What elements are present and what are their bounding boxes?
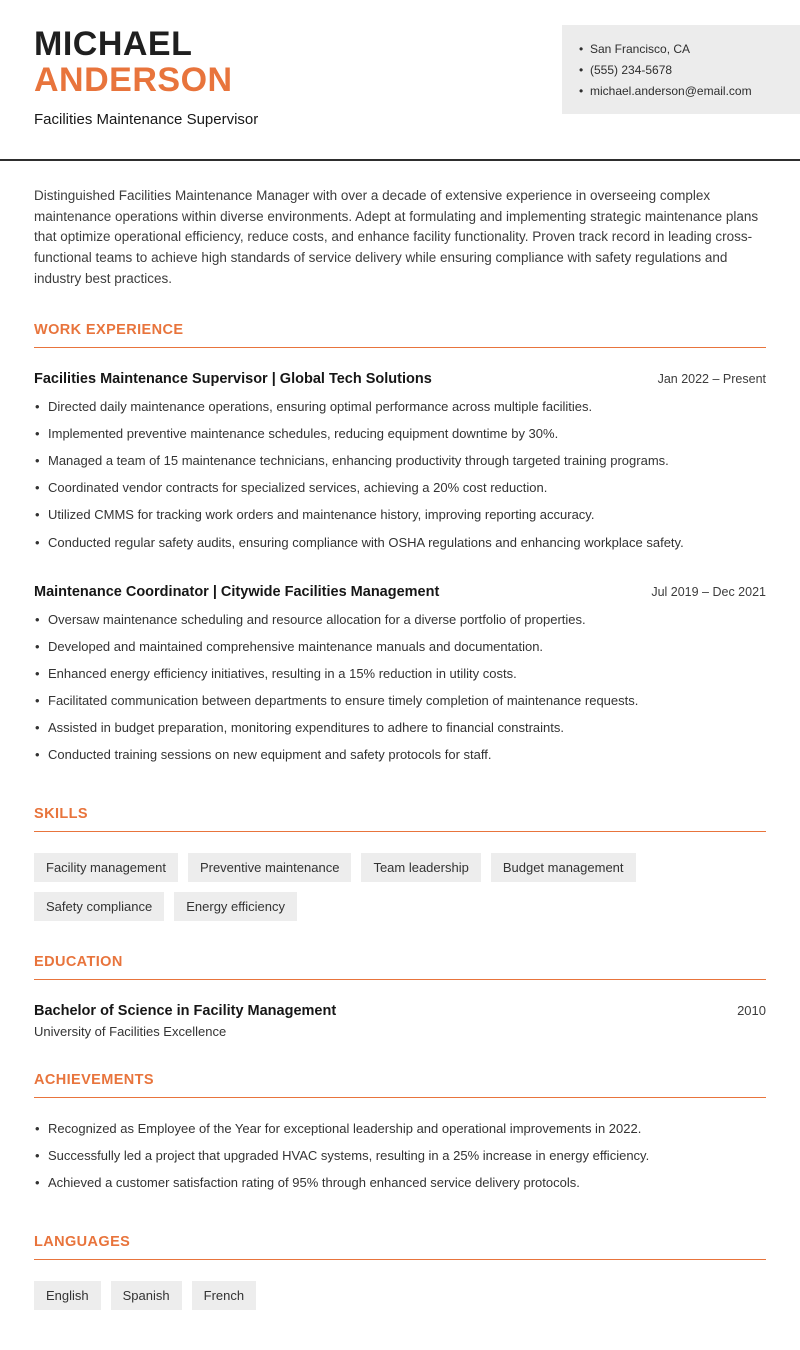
education-year: 2010	[737, 1002, 766, 1018]
skill-tag: Budget management	[491, 853, 636, 882]
job-bullet: • Implemented preventive maintenance schedules, reducing equipment downtime by 30%.	[34, 425, 766, 452]
skill-tag: Team leadership	[361, 853, 480, 882]
education-entry-header	[34, 1003, 766, 1019]
skill-tag: Preventive maintenance	[188, 853, 351, 882]
job-title: Maintenance Coordinator | Citywide Facilities Management	[34, 583, 440, 600]
resume-body	[0, 186, 800, 1310]
skills-tag-list	[34, 853, 766, 921]
contact-list	[578, 38, 784, 101]
contact-email: • michael.anderson@email.com	[578, 80, 784, 101]
languages-heading: LANGUAGES	[34, 1234, 766, 1260]
achievements-heading: ACHIEVEMENTS	[34, 1072, 766, 1098]
job-bullet-list	[34, 611, 766, 773]
job-bullet: • Utilized CMMS for tracking work orders and maintenance history, improving reporting accuracy.	[34, 506, 766, 533]
skill-tag: Facility management	[34, 853, 178, 882]
job-bullet: • Directed daily maintenance operations, ensuring optimal performance across multiple facilities.	[34, 398, 766, 425]
achievements-list	[34, 1120, 766, 1201]
resume-header	[0, 0, 800, 128]
job-bullet: • Assisted in budget preparation, monitoring expenditures to adhere to financial constraints.	[34, 719, 766, 746]
achievement-bullet: • Achieved a customer satisfaction rating of 95% through enhanced service delivery protocols.	[34, 1174, 766, 1201]
job-bullet: • Enhanced energy efficiency initiatives, resulting in a 15% reduction in utility costs.	[34, 665, 766, 692]
job-dates: Jan 2022 – Present	[657, 372, 766, 387]
section-education	[34, 954, 766, 1039]
achievement-bullet: • Recognized as Employee of the Year for exceptional leadership and operational improvements in 2022.	[34, 1120, 766, 1147]
education-degree: Bachelor of Science in Facility Management	[34, 1002, 337, 1019]
language-tag: English	[34, 1281, 101, 1310]
header-job-title: Facilities Maintenance Supervisor	[34, 111, 259, 129]
job-dates: Jul 2019 – Dec 2021	[651, 584, 766, 599]
language-tag: French	[192, 1281, 256, 1310]
language-tag: Spanish	[111, 1281, 182, 1310]
job-bullet-list	[34, 398, 766, 560]
job-entry	[34, 371, 766, 560]
job-bullet: • Developed and maintained comprehensive maintenance manuals and documentation.	[34, 638, 766, 665]
last-name: ANDERSON	[34, 61, 233, 100]
first-name: MICHAEL	[34, 25, 193, 63]
job-bullet: • Managed a team of 15 maintenance technicians, enhancing productivity through targeted training programs.	[34, 452, 766, 479]
education-school: University of Facilities Excellence	[34, 1023, 227, 1039]
job-title: Facilities Maintenance Supervisor | Global Tech Solutions	[34, 371, 432, 388]
skill-tag: Energy efficiency	[174, 892, 297, 921]
job-bullet: • Conducted regular safety audits, ensuring compliance with OSHA regulations and enhancing workplace safety.	[34, 534, 766, 561]
header-divider	[0, 159, 800, 161]
job-bullet: • Oversaw maintenance scheduling and resource allocation for a diverse portfolio of properties.	[34, 611, 766, 638]
contact-card	[562, 25, 800, 114]
skills-heading: SKILLS	[34, 806, 766, 832]
contact-location: • San Francisco, CA	[578, 38, 784, 59]
section-achievements	[34, 1072, 766, 1201]
section-languages	[34, 1234, 766, 1310]
achievement-bullet: • Successfully led a project that upgraded HVAC systems, resulting in a 25% increase in energy efficiency.	[34, 1147, 766, 1174]
section-skills	[34, 806, 766, 921]
job-header	[34, 584, 766, 600]
job-header	[34, 371, 766, 387]
contact-phone: • (555) 234-5678	[578, 59, 784, 80]
job-bullet: • Coordinated vendor contracts for specialized services, achieving a 20% cost reduction.	[34, 479, 766, 506]
skill-tag: Safety compliance	[34, 892, 164, 921]
job-bullet: • Facilitated communication between departments to ensure timely completion of maintenance requests.	[34, 692, 766, 719]
section-work-experience	[34, 322, 766, 773]
job-entry	[34, 584, 766, 773]
education-heading: EDUCATION	[34, 954, 766, 980]
work-experience-heading: WORK EXPERIENCE	[34, 322, 766, 348]
languages-tag-list	[34, 1281, 766, 1310]
summary-paragraph: Distinguished Facilities Maintenance Manager with over a decade of extensive experience in overseeing complex maintenance operations within diverse environments. Adept at formulating and implementing strategic maintenance plans that optimize operational efficiency, reduce costs, and enhance facility functionality. Proven track record in leading cross-functional teams to achieve high standards of service delivery while ensuring compliance with safety regulations and industry best practices.	[34, 188, 759, 286]
job-bullet: • Conducted training sessions on new equipment and safety protocols for staff.	[34, 746, 766, 773]
